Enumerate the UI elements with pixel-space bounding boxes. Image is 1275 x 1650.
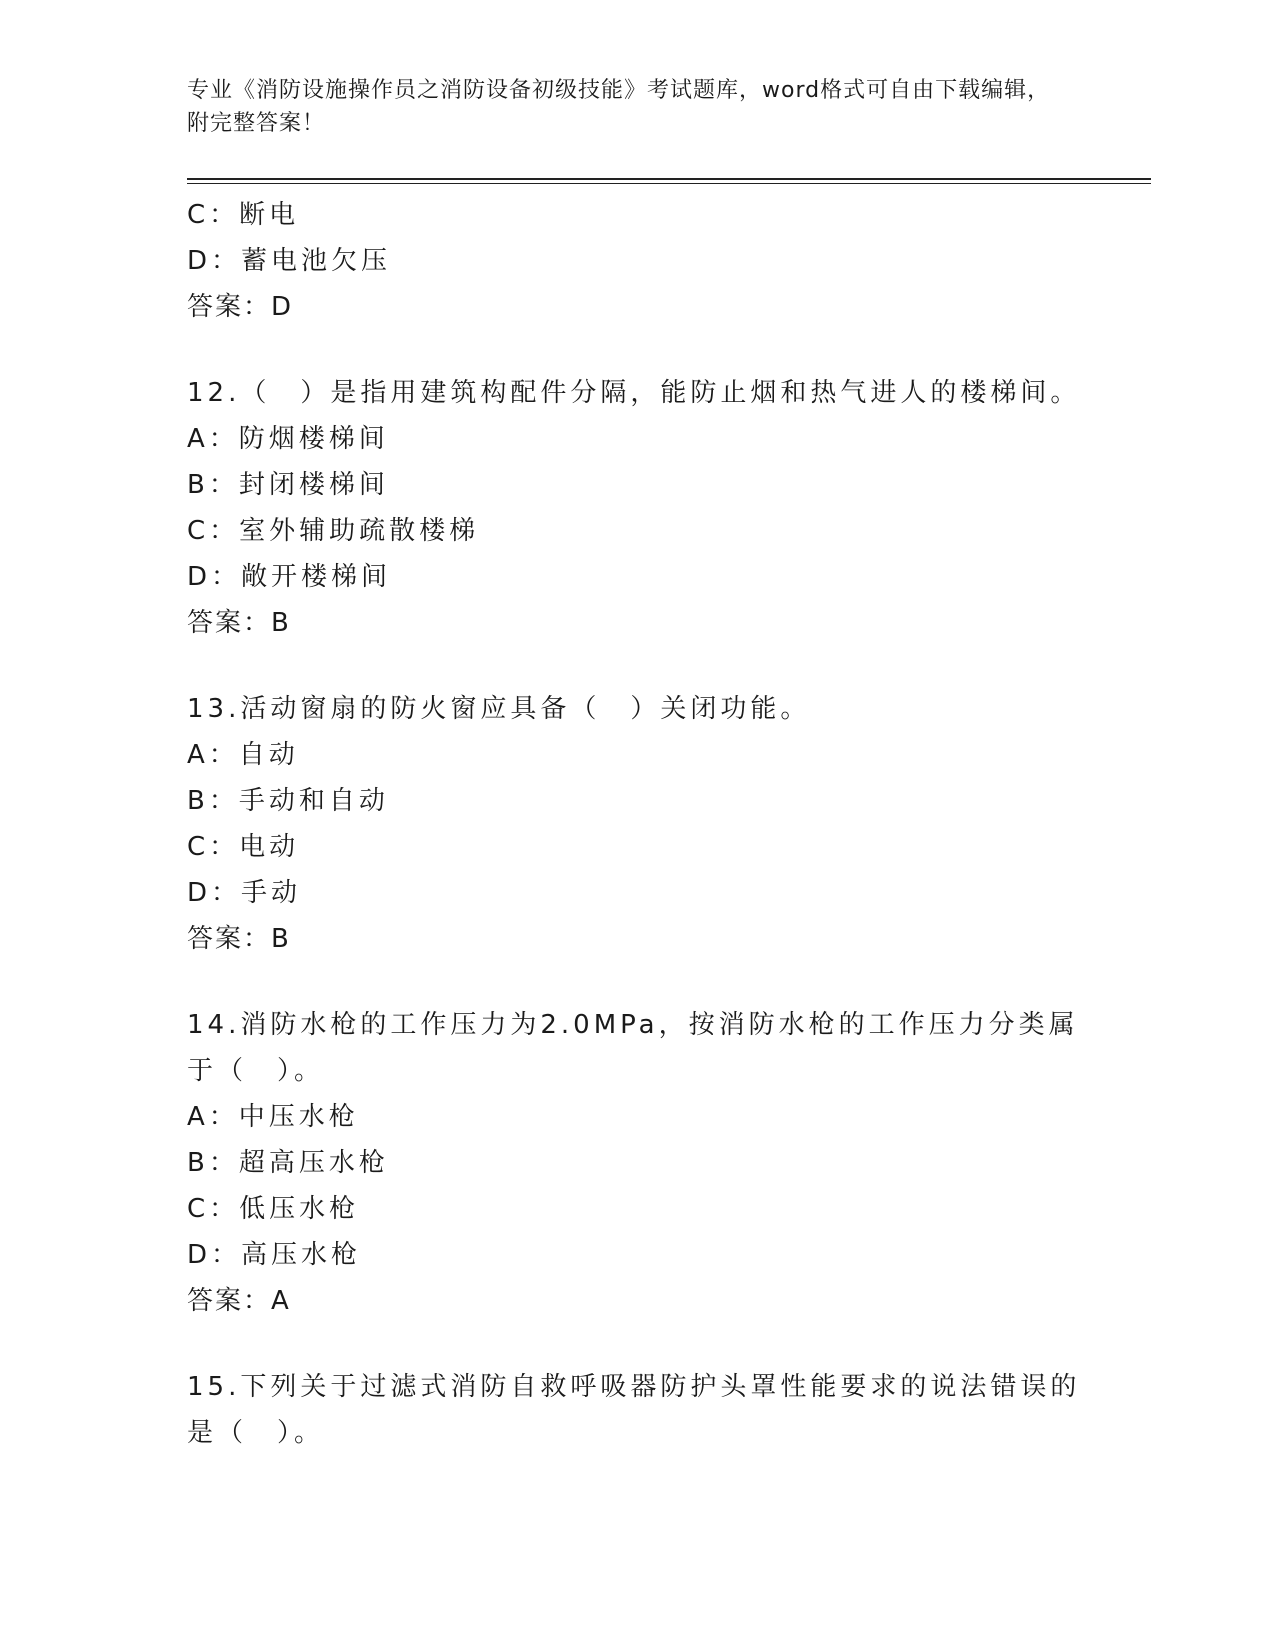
- question-13: [187, 686, 1087, 962]
- option-b: B：封闭楼梯间: [187, 470, 389, 500]
- header-divider-thin: [187, 183, 1151, 184]
- answer-line: 答案：D: [187, 292, 294, 322]
- question-14: [187, 1002, 1087, 1324]
- question-12: [187, 370, 1087, 646]
- option-a: A：自动: [187, 740, 299, 770]
- question-stem: 14.消防水枪的工作压力为2.0MPa，按消防水枪的工作压力分类属于（ ）。: [187, 1010, 1079, 1086]
- option-c: C：室外辅助疏散楼梯: [187, 516, 480, 546]
- question-list: [187, 192, 1087, 1456]
- option-b: B：手动和自动: [187, 786, 389, 816]
- option-c: C：电动: [187, 832, 300, 862]
- option-a: A：防烟楼梯间: [187, 424, 389, 454]
- option-d: D：高压水枪: [187, 1240, 362, 1270]
- answer-line: 答案：A: [187, 1286, 291, 1316]
- option-c: C：低压水枪: [187, 1194, 360, 1224]
- option-c: C：断电: [187, 200, 300, 230]
- option-a: A：中压水枪: [187, 1102, 359, 1132]
- answer-line: 答案：B: [187, 924, 291, 954]
- header-title: 专业《消防设施操作员之消防设备初级技能》考试题库，word格式可自由下载编辑，附完整答案！: [187, 78, 1051, 136]
- option-d: D：敞开楼梯间: [187, 562, 392, 592]
- question-stem: 12.（ ）是指用建筑构配件分隔，能防止烟和热气进人的楼梯间。: [187, 378, 1081, 408]
- document-header: [187, 74, 1067, 140]
- question-15: [187, 1364, 1087, 1456]
- option-d: D：蓄电池欠压: [187, 246, 392, 276]
- question-stem: 15.下列关于过滤式消防自救呼吸器防护头罩性能要求的说法错误的是（ ）。: [187, 1372, 1081, 1448]
- option-b: B：超高压水枪: [187, 1148, 389, 1178]
- question-fragment: [187, 192, 1087, 330]
- option-d: D：手动: [187, 878, 302, 908]
- answer-line: 答案：B: [187, 608, 291, 638]
- header-divider: [187, 178, 1151, 180]
- question-stem: 13.活动窗扇的防火窗应具备（ ）关闭功能。: [187, 694, 811, 724]
